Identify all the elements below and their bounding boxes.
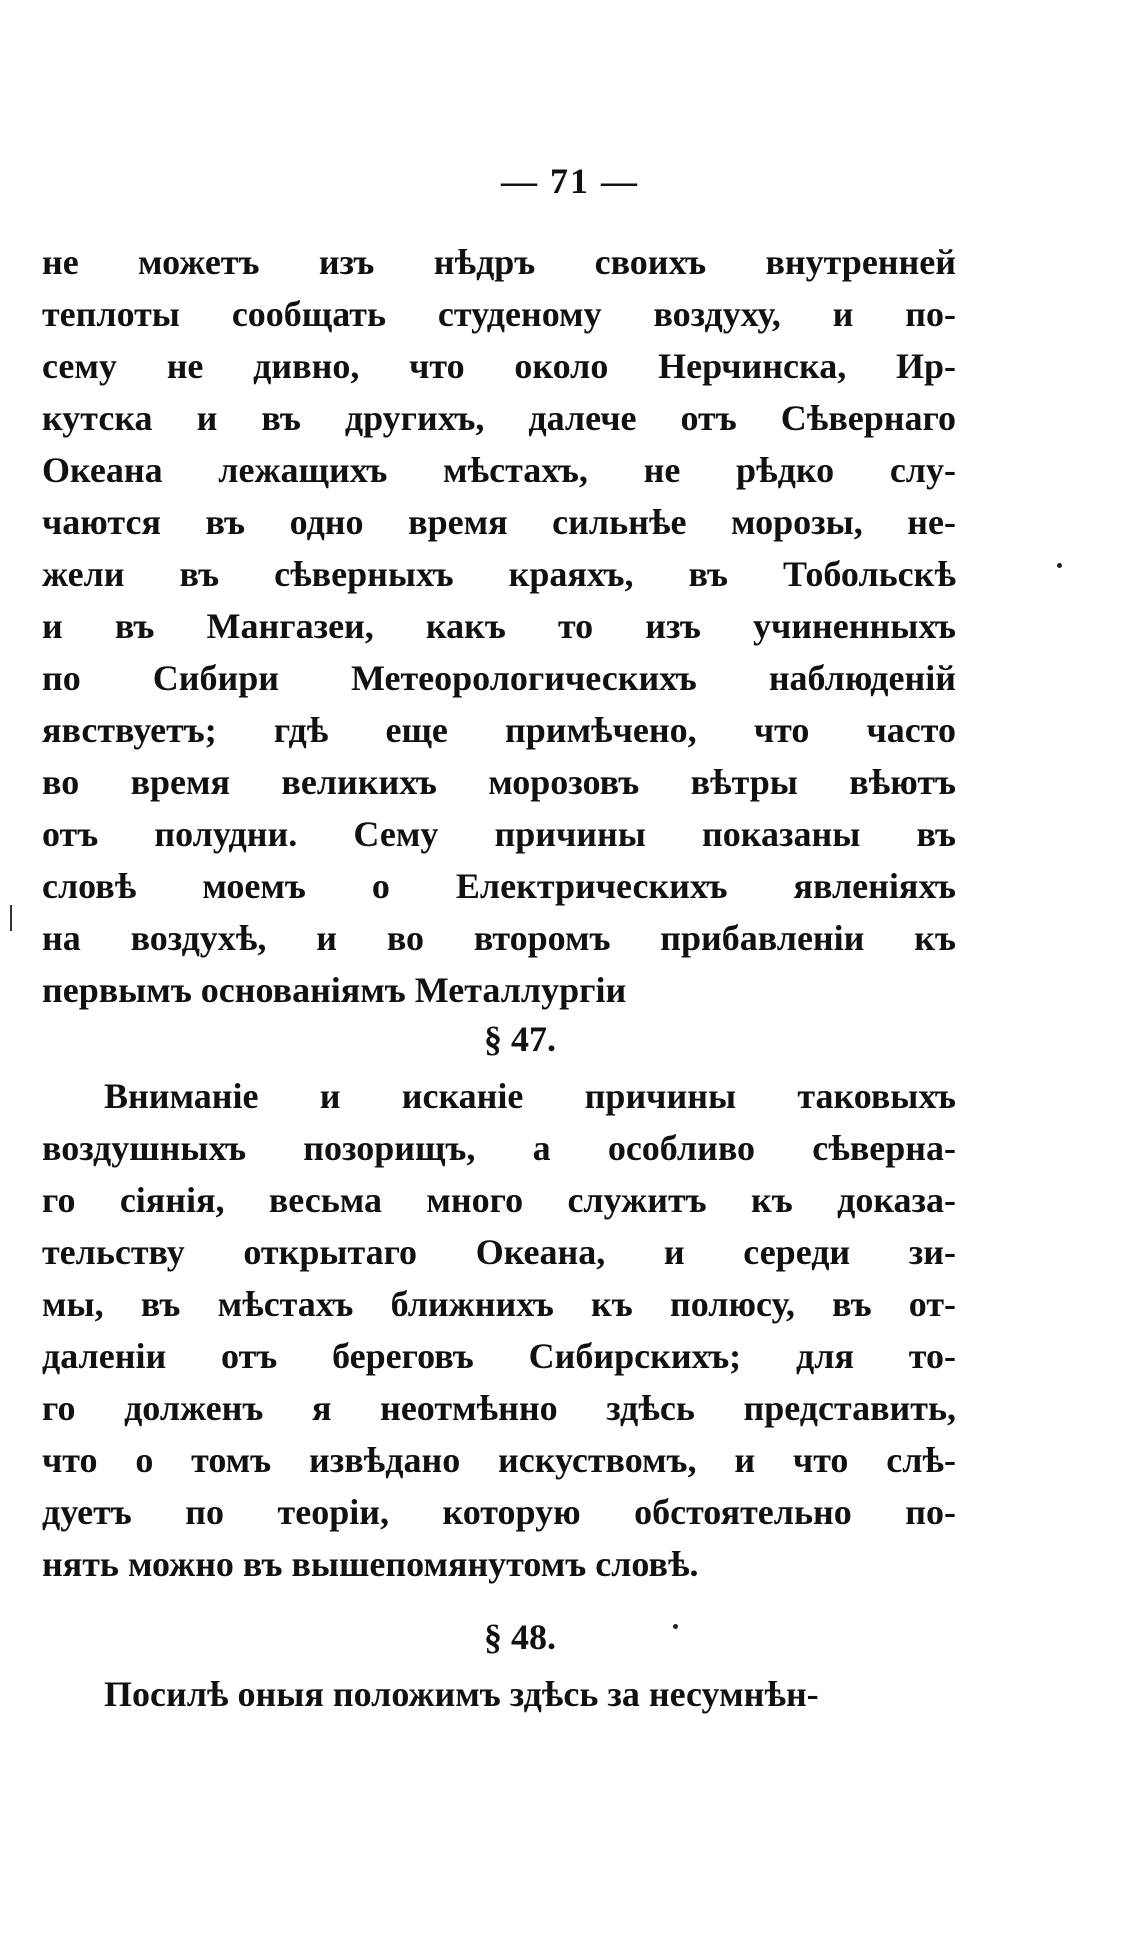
text-line: жели въ сѣверныхъ краяхъ, въ Тобольскѣ: [42, 554, 956, 594]
text-line: нять можно въ вышепомянутомъ словѣ.: [42, 1544, 699, 1584]
text-line: что о томъ извѣдано искуствомъ, и что слѣ-: [42, 1440, 956, 1480]
text-line: и въ Мангазеи, какъ то изъ учиненныхъ: [42, 606, 956, 646]
text-line: Океана лежащихъ мѣстахъ, не рѣдко слу-: [42, 450, 956, 490]
text-line: мы, въ мѣстахъ ближнихъ къ полюсу, въ от-: [42, 1284, 956, 1324]
ink-speck: [1057, 563, 1062, 568]
text-line: явствуетъ; гдѣ еще примѣчено, что часто: [42, 710, 956, 750]
text-line: первымъ основаніямъ Металлургіи: [42, 970, 627, 1010]
paragraph-continued: [42, 236, 956, 1016]
text-line: чаются въ одно время сильнѣе морозы, не-: [42, 502, 956, 542]
text-line: воздушныхъ позорищъ, а особливо сѣверна-: [42, 1128, 956, 1168]
section-heading-47: § 47.: [484, 1019, 556, 1059]
text-line: го сіянія, весьма много служитъ къ доказа-: [42, 1180, 956, 1220]
section-heading-48: § 48.: [484, 1617, 556, 1657]
text-line: даленіи отъ береговъ Сибирскихъ; для то-: [42, 1336, 956, 1376]
text-line: на воздухѣ, и во второмъ прибавленіи къ: [42, 918, 956, 958]
text-line: Посилѣ оныя положимъ здѣсь за несумнѣн-: [104, 1674, 819, 1714]
text-line: теплоты сообщать студеному воздуху, и по-: [42, 294, 956, 334]
margin-mark: [10, 905, 12, 931]
text-line: тельству открытаго Океана, и середи зи-: [42, 1232, 956, 1272]
text-line: Вниманіе и исканіе причины таковыхъ: [104, 1076, 956, 1116]
text-line: го долженъ я неотмѣнно здѣсь представить,: [42, 1388, 956, 1428]
text-line: отъ полудни. Сему причины показаны въ: [42, 814, 956, 854]
text-line: словѣ моемъ о Електрическихъ явленіяхъ: [42, 866, 956, 906]
page-number: — 71 —: [501, 161, 639, 201]
paragraph-section-47: [42, 1070, 956, 1590]
text-line: сему не дивно, что около Нерчинска, Ир-: [42, 346, 956, 386]
text-line: не можетъ изъ нѣдръ своихъ внутренней: [42, 242, 956, 282]
text-line: дуетъ по теоріи, которую обстоятельно по-: [42, 1492, 956, 1532]
paragraph-section-48: [42, 1668, 956, 1720]
text-line: кутска и въ другихъ, далече отъ Сѣвернаго: [42, 398, 956, 438]
text-line: во время великихъ морозовъ вѣтры вѣютъ: [42, 762, 956, 802]
text-line: по Сибири Метеорологическихъ наблюденій: [42, 658, 956, 698]
